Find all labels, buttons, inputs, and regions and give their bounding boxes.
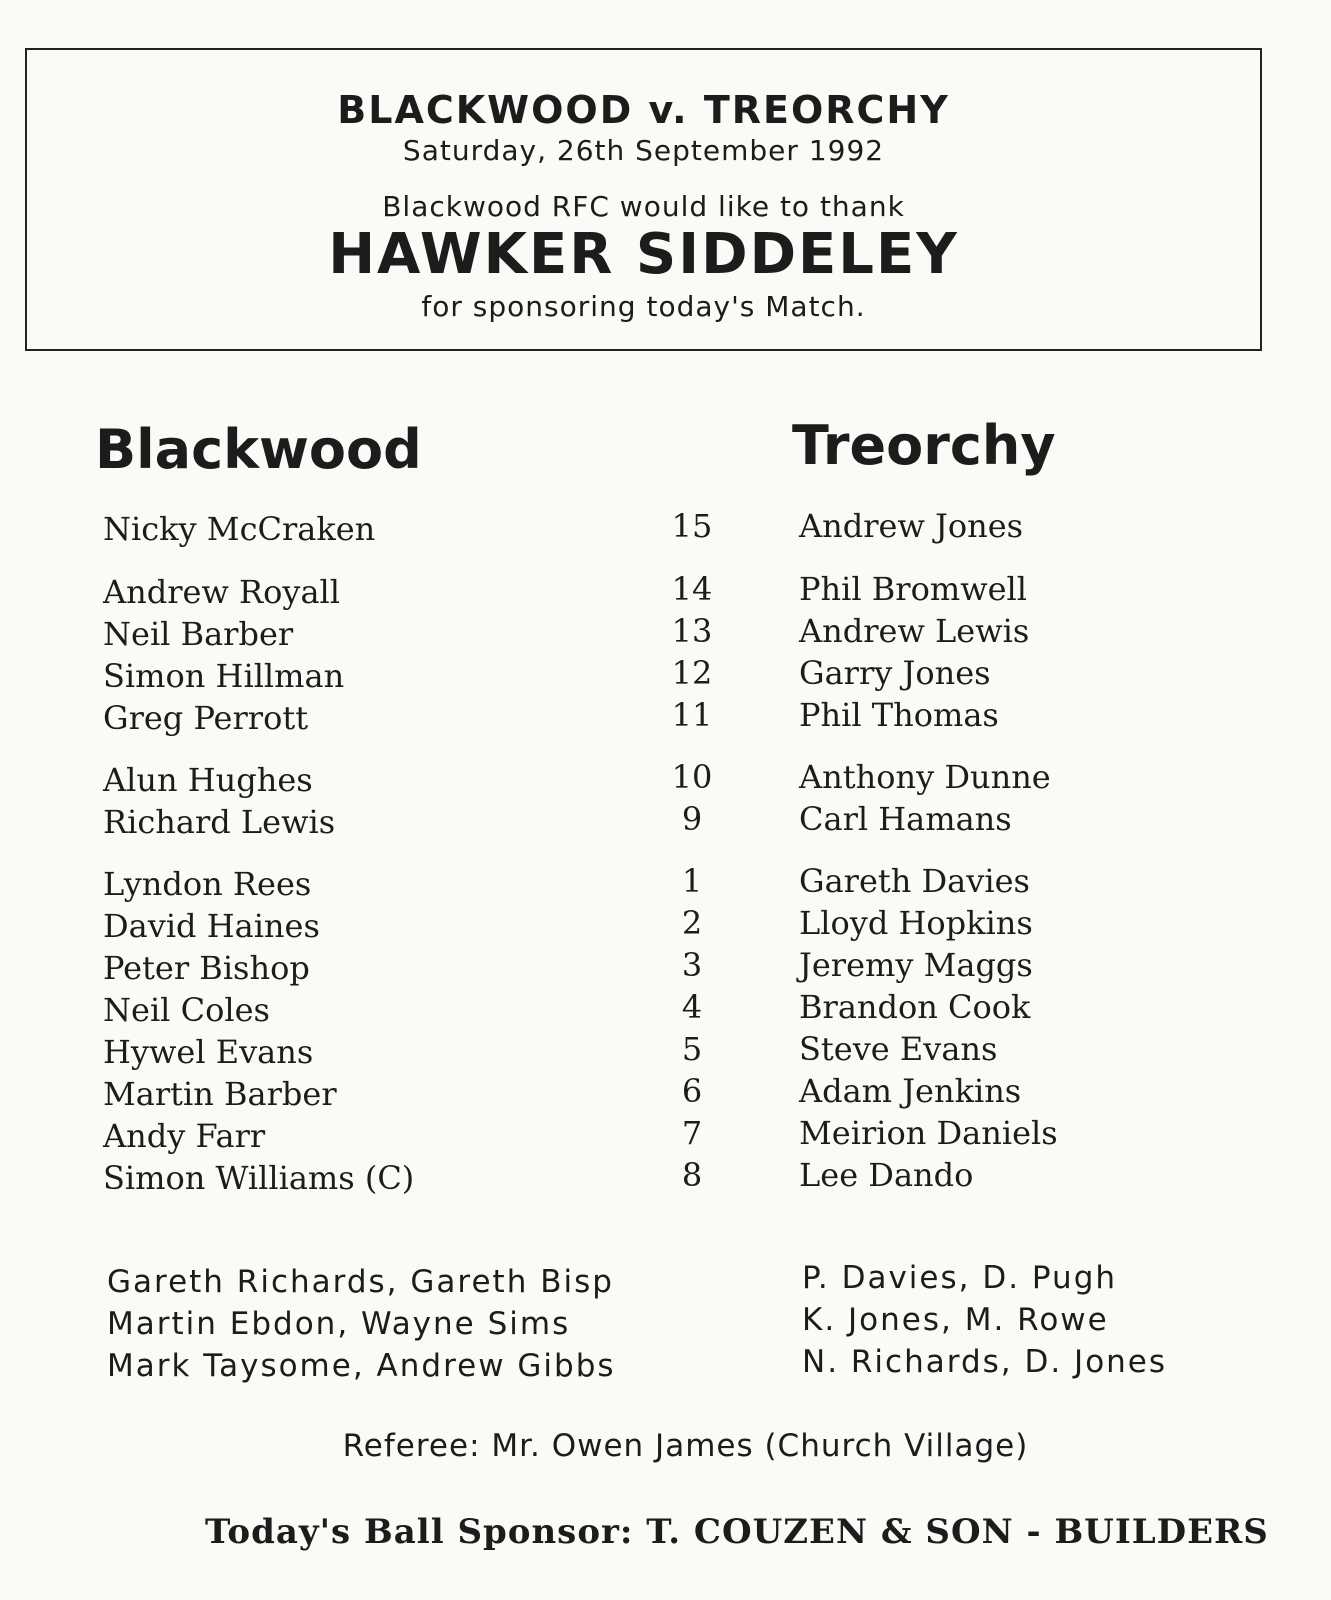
away-player: Andrew Lewis (799, 612, 1030, 650)
sponsor-name: HAWKER SIDDELEY (328, 222, 959, 287)
team-heading-home: Blackwood (95, 418, 422, 481)
away-player: Lee Dando (799, 1156, 974, 1194)
home-player: Martin Barber (103, 1075, 337, 1113)
shirt-number: 13 (671, 612, 713, 650)
away-player: Gareth Davies (799, 862, 1030, 900)
home-player: Nicky McCraken (103, 510, 376, 548)
home-player: Andy Farr (103, 1117, 266, 1155)
thanks-line: Blackwood RFC would like to thank (382, 190, 905, 223)
shirt-number: 7 (681, 1114, 703, 1152)
away-reserves-line: P. Davies, D. Pugh (802, 1260, 1118, 1296)
sponsor-header-box (25, 48, 1262, 351)
home-reserves-line: Martin Ebdon, Wayne Sims (107, 1306, 571, 1342)
shirt-number: 9 (681, 800, 703, 838)
home-player: Andrew Royall (103, 573, 340, 611)
away-player: Phil Thomas (799, 696, 999, 734)
home-player: Hywel Evans (103, 1033, 314, 1071)
home-reserves-line: Mark Taysome, Andrew Gibbs (107, 1348, 616, 1384)
home-reserves-line: Gareth Richards, Gareth Bisp (107, 1264, 614, 1300)
shirt-number: 6 (681, 1072, 703, 1110)
away-player: Meirion Daniels (799, 1114, 1058, 1152)
away-player: Andrew Jones (799, 507, 1024, 545)
home-player: Peter Bishop (103, 949, 310, 987)
away-player: Jeremy Maggs (799, 946, 1033, 984)
shirt-number: 11 (671, 696, 713, 734)
match-date: Saturday, 26th September 1992 (402, 134, 885, 167)
shirt-number: 15 (671, 507, 713, 545)
home-player: Simon Hillman (103, 657, 345, 695)
away-player: Lloyd Hopkins (799, 904, 1033, 942)
shirt-number: 8 (681, 1156, 703, 1194)
away-player: Carl Hamans (799, 800, 1012, 838)
shirt-number: 10 (671, 758, 713, 796)
shirt-number: 14 (671, 570, 713, 608)
sponsor-tail: for sponsoring today's Match. (421, 290, 866, 323)
home-player: David Haines (103, 907, 320, 945)
away-player: Phil Bromwell (799, 570, 1027, 608)
home-player: Lyndon Rees (103, 865, 312, 903)
match-title: BLACKWOOD v. TREORCHY (337, 88, 950, 132)
home-player: Neil Coles (103, 991, 270, 1029)
away-player: Brandon Cook (799, 988, 1031, 1026)
away-player: Anthony Dunne (799, 758, 1051, 796)
shirt-number: 3 (681, 946, 703, 984)
away-reserves-line: K. Jones, M. Rowe (802, 1302, 1109, 1338)
away-player: Steve Evans (799, 1030, 998, 1068)
shirt-number: 12 (671, 654, 713, 692)
home-player: Richard Lewis (103, 803, 336, 841)
shirt-number: 1 (681, 862, 703, 900)
away-player: Garry Jones (799, 654, 991, 692)
shirt-number: 4 (681, 988, 703, 1026)
home-player: Simon Williams (C) (103, 1159, 415, 1197)
away-reserves-line: N. Richards, D. Jones (802, 1344, 1168, 1380)
team-heading-away: Treorchy (792, 414, 1056, 477)
home-player: Neil Barber (103, 615, 294, 653)
home-player: Alun Hughes (103, 761, 313, 799)
home-player: Greg Perrott (103, 699, 309, 737)
away-player: Adam Jenkins (799, 1072, 1022, 1110)
ball-sponsor-line: Today's Ball Sponsor: T. COUZEN & SON - BUILDERS (205, 1512, 1269, 1552)
shirt-number: 2 (681, 904, 703, 942)
referee-line: Referee: Mr. Owen James (Church Village) (342, 1428, 1029, 1464)
shirt-number: 5 (681, 1030, 703, 1068)
